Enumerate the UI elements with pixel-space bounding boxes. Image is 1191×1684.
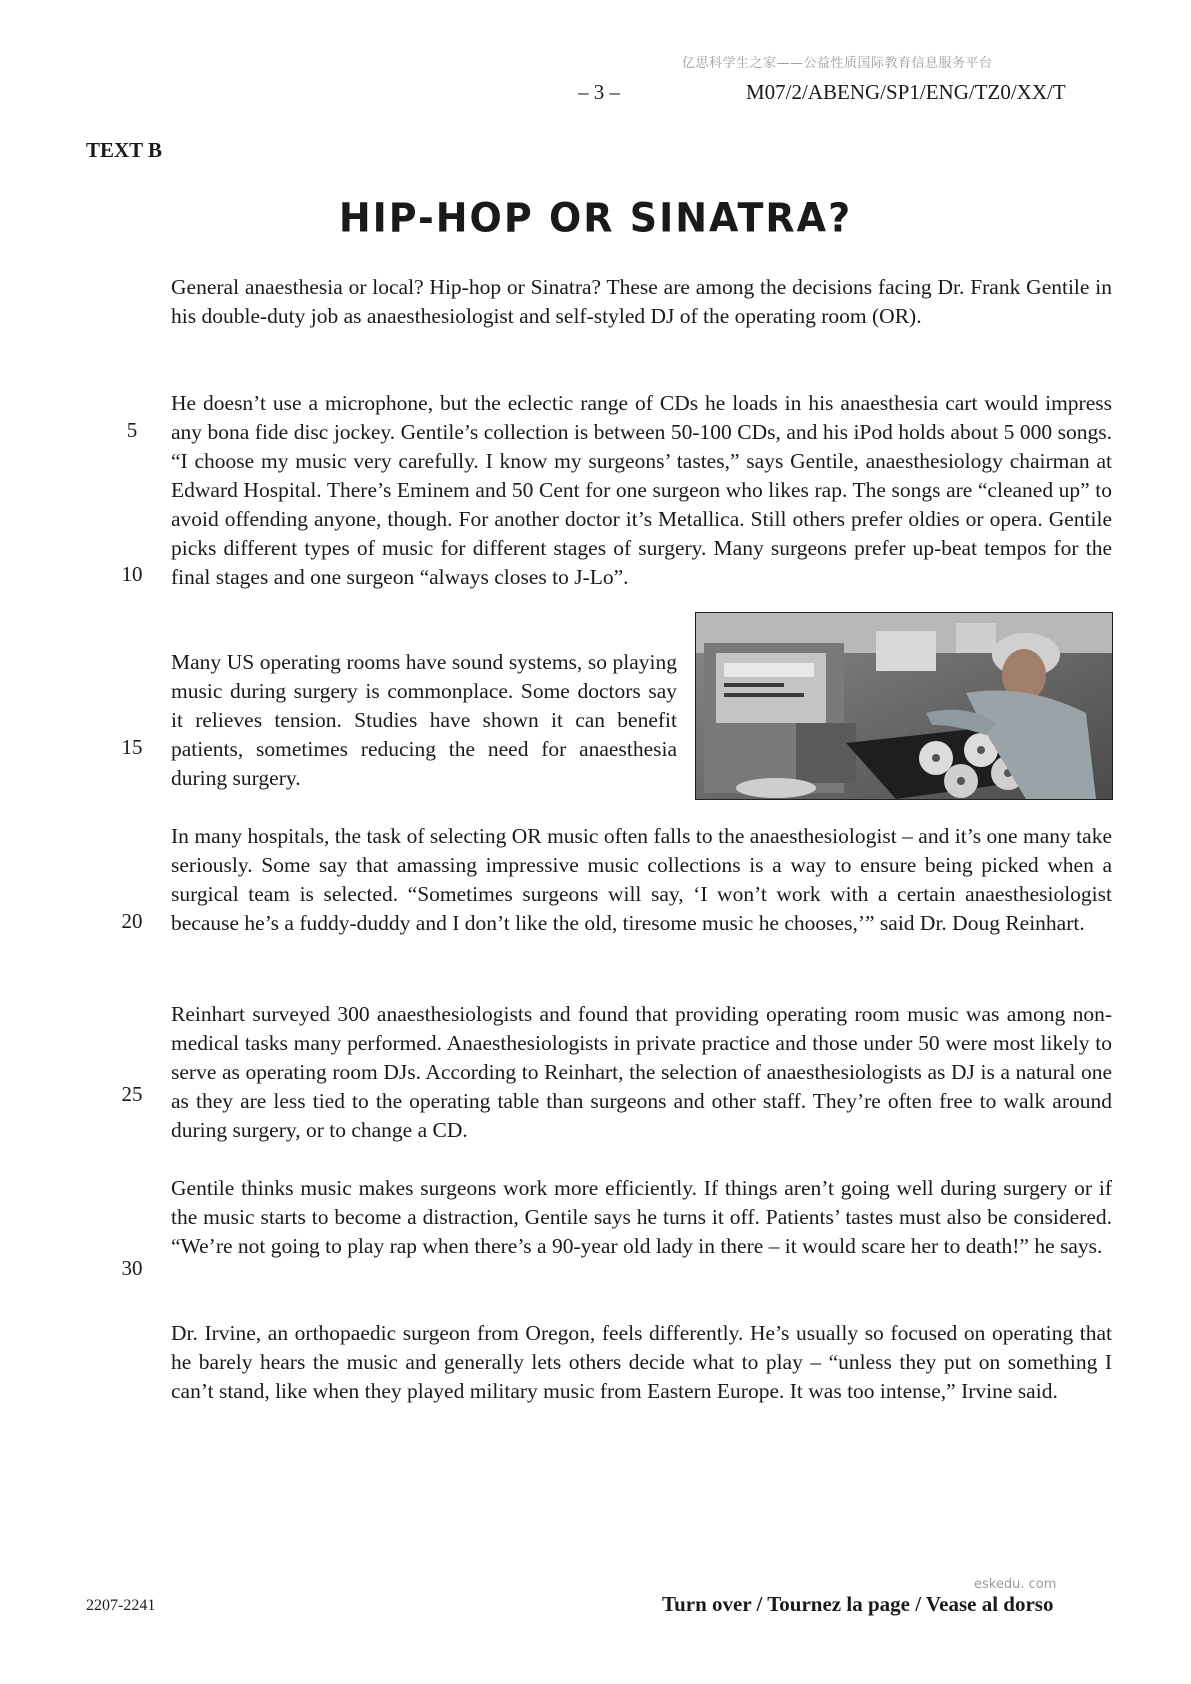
section-label: TEXT B — [86, 138, 163, 162]
document-code: M07/2/ABENG/SP1/ENG/TZ0/XX/T — [746, 80, 1066, 104]
line-number-25: 25 — [121, 1082, 143, 1106]
line-number-5: 5 — [126, 418, 138, 442]
paragraph-7: Dr. Irvine, an orthopaedic surgeon from Oregon, feels differently. He’s usually so focused on operating that he barely hears the music and generally lets others decide what to play – “unless they put on something I can’t stand, like when they played military music from Eastern Europe. It was too intense,” Irvine said. — [171, 1321, 1112, 1403]
line-number-30: 30 — [121, 1256, 143, 1280]
paragraph-3: Many US operating rooms have sound systems, so playing music during surgery is commonplace. Some doctors say it relieves tension. Studies have shown it can benefit patients, sometimes reducing the need for anaesthesia during surgery. — [171, 650, 677, 790]
line-number-10: 10 — [121, 562, 143, 586]
paragraph-5: Reinhart surveyed 300 anaesthesiologists and found that providing operating room music was among non-medical tasks many performed. Anaesthesiologists in private practice and those under 50 were most likely to serve as operating room DJs. According to Reinhart, the selection of anaesthesiologists as DJ is a natural one as they are less tied to the operating table than surgeons and other staff. They’re often free to walk around during surgery, or to change a CD. — [171, 1002, 1112, 1142]
surgeon-with-cds-illustration — [696, 613, 1112, 799]
article-title: HIP-HOP OR SINATRA? — [338, 194, 853, 242]
footer-code: 2207-2241 — [86, 1597, 156, 1614]
turn-over-note: Turn over / Tournez la page / Vease al dorso — [662, 1592, 1054, 1616]
line-number-15: 15 — [121, 735, 143, 759]
line-number-20: 20 — [121, 909, 143, 933]
paragraph-4: In many hospitals, the task of selecting OR music often falls to the anaesthesiologist – and it’s one many take seriously. Some say that amassing impressive music collections is a way to ensure being picked when a surgical team is selected. “Sometimes surgeons will say, ‘I won’t work with a certain anaesthesiologist because he’s a fuddy-duddy and I don’t like the old, tiresome music he chooses,’” said Dr. Doug Reinhart. — [171, 824, 1112, 935]
header-watermark: 亿思科学生之家——公益性质国际教育信息服务平台 — [682, 56, 993, 71]
paragraph-1: General anaesthesia or local? Hip-hop or Sinatra? These are among the decisions facing Dr. Frank Gentile in his double-duty job as anaesthesiologist and self-styled DJ of the operating room (OR). — [171, 275, 1112, 328]
footer-watermark: eskedu. com — [974, 1577, 1057, 1592]
paragraph-6: Gentile thinks music makes surgeons work more efficiently. If things aren’t going well during surgery or if the music starts to become a distraction, Gentile says he turns it off. Patients’ tastes must also be considered. “We’re not going to play rap when there’s a 90-year old lady in there – it would scare her to death!” he says. — [171, 1176, 1112, 1258]
page-number: – 3 – — [578, 80, 620, 104]
paragraph-2: He doesn’t use a microphone, but the eclectic range of CDs he loads in his anaesthesia cart would impress any bona fide disc jockey. Gentile’s collection is between 50-100 CDs, and his iPod holds about 5 000 songs. “I choose my music very carefully. I know my surgeons’ tastes,” says Gentile, anaesthesiology chairman at Edward Hospital. There’s Eminem and 50 Cent for one surgeon who likes rap. The songs are “cleaned up” to avoid offending anyone, though. For another doctor it’s Metallica. Still others prefer oldies or opera. Gentile picks different types of music for different stages of surgery. Many surgeons prefer up-beat tempos for the final stages and one surgeon “always closes to J-Lo”. — [171, 391, 1112, 589]
article-photo — [695, 612, 1113, 800]
